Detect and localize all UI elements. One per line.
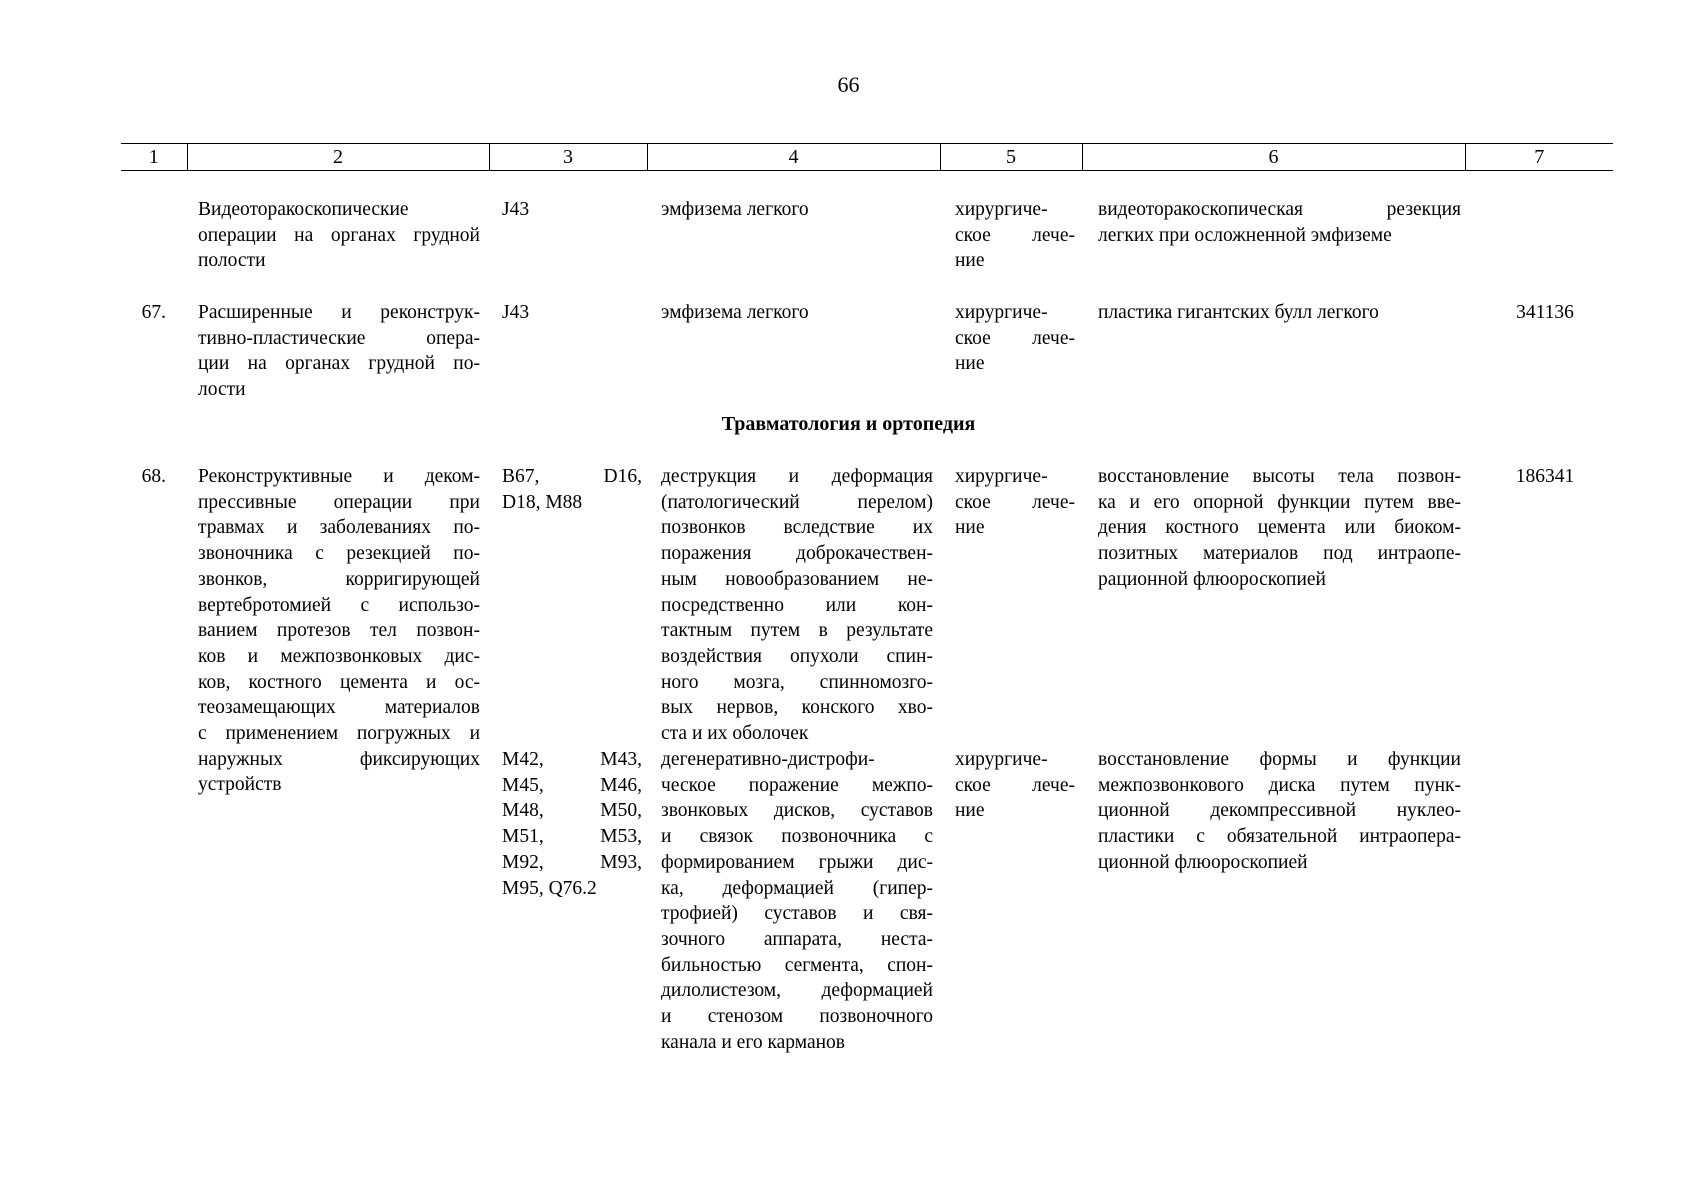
- page-number: 66: [837, 72, 860, 97]
- row3-method: восстановление высоты тела позвон- ка и его опорной функции путем вве- дения костного цемента или биоком- позитных материалов под интраопе- рационной флюороскопией: [1098, 466, 1461, 590]
- row1-codes: J43: [502, 199, 530, 220]
- table-header: [121, 143, 1613, 171]
- row3-codes: B67, D16, D18, M88: [502, 466, 642, 513]
- row1-name: Видеоторакоскопические операции на органах грудной полости: [198, 199, 480, 272]
- section-title: Травматология и ортопедия: [721, 413, 976, 435]
- row4-disease: дегенеративно-дистрофи- ческое поражение межпо- звонковых дисков, суставов и связок позвоночника с формированием грыжи дис- ка, деформацией (гипер- трофией) суставов и свя- зочного аппарата, неста- бильностью сегмента, спон- дилолистезом, деформацией и стенозом позвоночного канала и его карманов: [661, 749, 933, 1053]
- header-col-3: 3: [489, 144, 647, 171]
- row3-treatment: хирургиче- ское лече- ние: [955, 466, 1075, 539]
- row4-method: восстановление формы и функции межпозвонкового диска путем пунк- ционной декомпрессивной нуклео- пластики с обязательной интраопера- ционной флюороскопией: [1098, 749, 1461, 873]
- row3-disease: деструкция и деформация (патологический перелом) позвонков вследствие их поражения доброкачествен- ным новообразованием не- посредственно или кон- тактным путем в результате воздействия опухоли спин- ного мозга, спинномозго- вых нервов, конского хво- ста и их оболочек: [661, 466, 933, 745]
- row3-price: 186341: [1515, 466, 1575, 487]
- header-col-2: 2: [187, 144, 489, 171]
- header-col-4: 4: [647, 144, 940, 171]
- row4-codes: M42, M43, M45, M46, M48, M50, M51, M53, M92, M93, M95, Q76.2: [502, 749, 642, 899]
- row4-treatment: хирургиче- ское лече- ние: [955, 749, 1075, 822]
- header-col-7: 7: [1465, 144, 1613, 171]
- row3-name: Реконструктивные и деком- прессивные операции при травмах и заболеваниях по- звоночника с резекцией по- звонков, корригирующей вертебротомией с использо- ванием протезов тел позвон- ков и межпозвонковых дис- ков, костного цемента и ос- теозамещающих материалов с применением погружных и наружных фиксирующих устройств: [198, 466, 480, 796]
- row2-price: 341136: [1516, 302, 1574, 323]
- header-col-6: 6: [1082, 144, 1465, 171]
- row2-method: пластика гигантских булл легкого: [1098, 302, 1379, 323]
- row1-method: видеоторакоскопическая резекция легких при осложненной эмфиземе: [1098, 199, 1461, 246]
- row3-number: 68.: [141, 466, 166, 487]
- header-col-1: 1: [121, 144, 187, 171]
- header-col-5: 5: [940, 144, 1082, 171]
- row2-number: 67.: [141, 302, 166, 323]
- row2-codes: J43: [502, 302, 530, 323]
- row1-treatment: хирургиче- ское лече- ние: [955, 199, 1075, 272]
- row1-disease: эмфизема легкого: [661, 199, 809, 220]
- row2-disease: эмфизема легкого: [661, 302, 809, 323]
- row2-name: Расширенные и реконструк- тивно-пластические опера- ции на органах грудной по- лости: [198, 302, 480, 401]
- row2-treatment: хирургиче- ское лече- ние: [955, 302, 1075, 375]
